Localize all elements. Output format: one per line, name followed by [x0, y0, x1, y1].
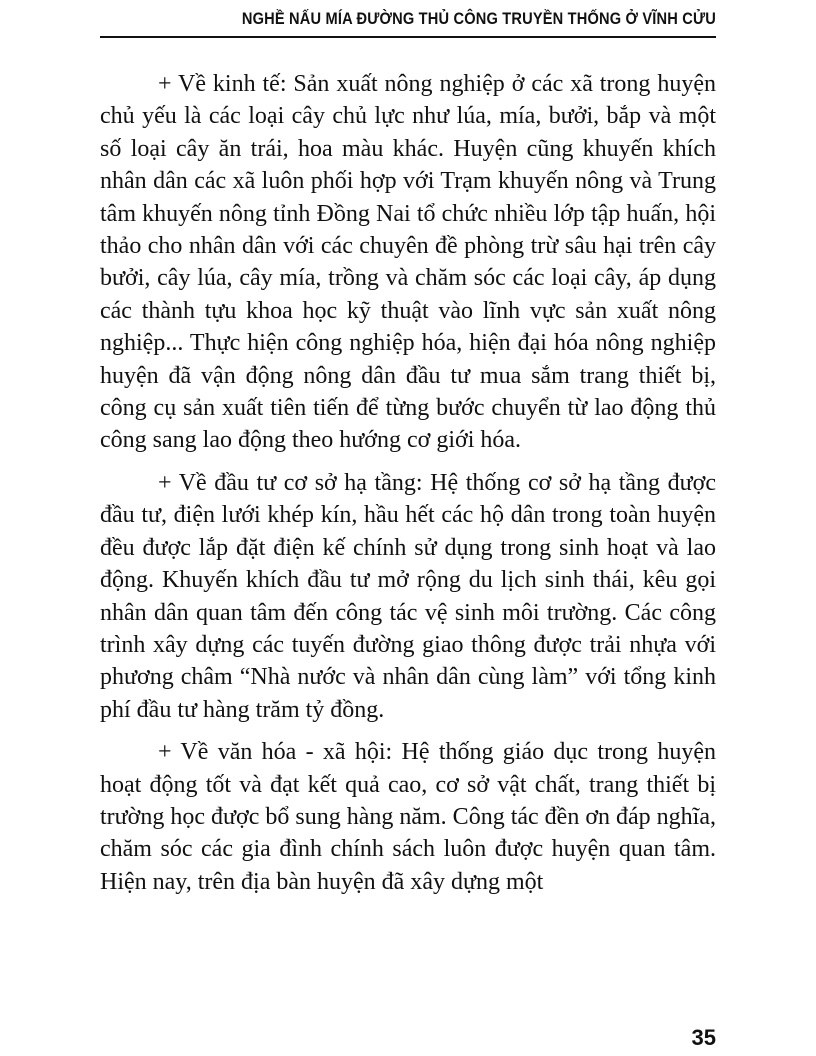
body-text [100, 68, 716, 908]
paragraph-economy: + Về kinh tế: Sản xuất nông nghiệp ở các xã trong huyện chủ yếu là các loại cây chủ lực như lúa, mía, bưởi, bắp và một số loại cây ăn trái, hoa màu khác. Huyện cũng khuyến khích nhân dân các xã luôn phối hợp với Trạm khuyến nông và Trung tâm khuyến nông tỉnh Đồng Nai tổ chức nhiều lớp tập huấn, hội thảo cho nhân dân với các chuyên đề phòng trừ sâu hại trên cây bưởi, cây lúa, cây mía, trồng và chăm sóc các loại cây, áp dụng các thành tựu khoa học kỹ thuật vào lĩnh vực sản xuất nông nghiệp... Thực hiện công nghiệp hóa, hiện đại hóa nông nghiệp huyện đã vận động nông dân đầu tư mua sắm trang thiết bị, công cụ sản xuất tiên tiến để từng bước chuyển từ lao động thủ công sang lao động theo hướng cơ giới hóa. [100, 71, 716, 454]
paragraph-culture-society: + Về văn hóa - xã hội: Hệ thống giáo dục trong huyện hoạt động tốt và đạt kết quả cao, cơ sở vật chất, trang thiết bị trường học được bổ sung hàng năm. Công tác đền ơn đáp nghĩa, chăm sóc các gia đình chính sách luôn được huyện quan tâm. Hiện nay, trên địa bàn huyện đã xây dựng một [100, 739, 716, 895]
header-rule [100, 36, 716, 38]
page-number: 35 [691, 1025, 716, 1050]
running-head-title: NGHỀ NẤU MÍA ĐƯỜNG THỦ CÔNG TRUYỀN THỐNG Ở VĨNH CỬU [241, 9, 716, 28]
paragraph-infrastructure: + Về đầu tư cơ sở hạ tầng: Hệ thống cơ sở hạ tầng được đầu tư, điện lưới khép kín, hầu hết các hộ dân trong toàn huyện đều được lắp đặt điện kế chính sử dụng trong sinh hoạt và lao động. Khuyến khích đầu tư mở rộng du lịch sinh thái, kêu gọi nhân dân quan tâm đến công tác vệ sinh môi trường. Các công trình xây dựng các tuyến đường giao thông được trải nhựa với phương châm “Nhà nước và nhân dân cùng làm” với tổng kinh phí đầu tư hàng trăm tỷ đồng. [100, 469, 716, 723]
